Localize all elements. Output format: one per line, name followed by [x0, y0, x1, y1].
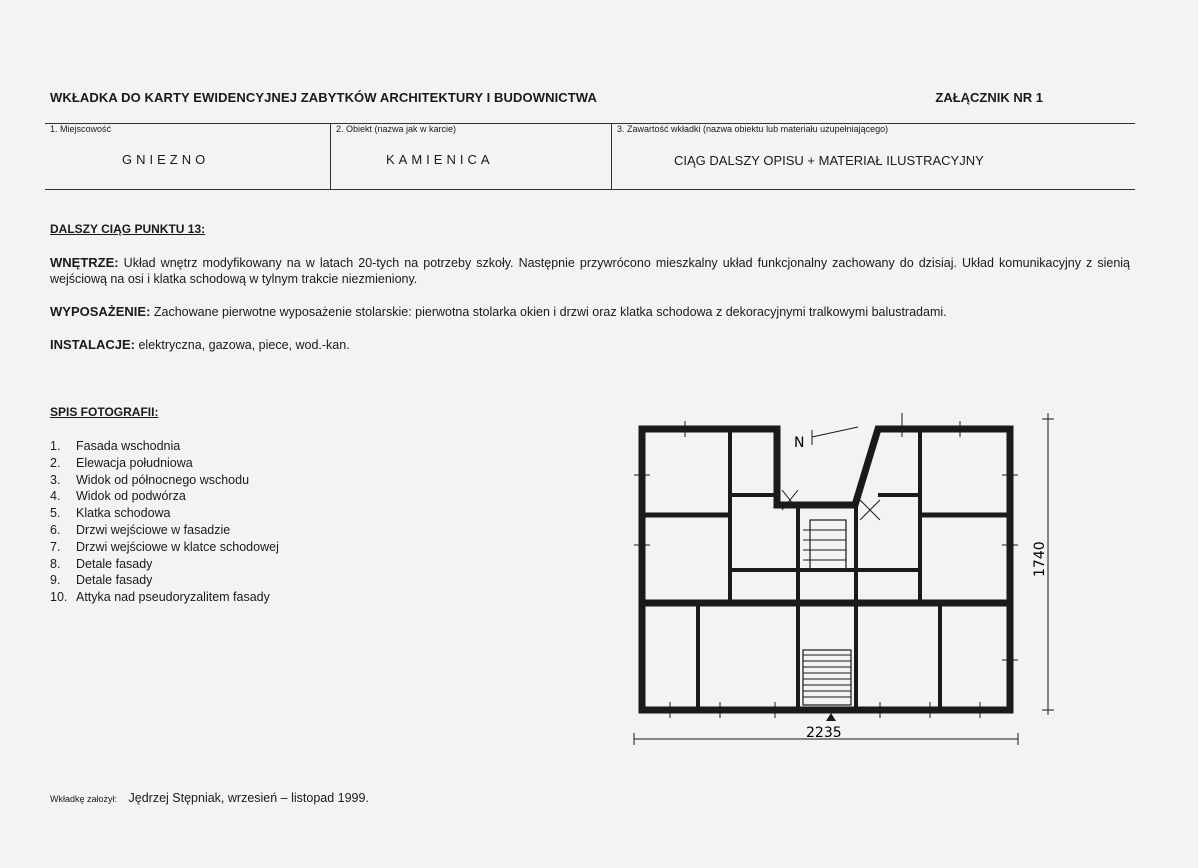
photo-number: 9.	[50, 573, 61, 588]
height-dimension-label: 1740	[1032, 541, 1048, 577]
table-top-rule	[45, 123, 1135, 124]
footer	[50, 791, 369, 805]
photo-title: Fasada wschodnia	[76, 439, 181, 453]
equipment-text: Zachowane pierwotne wyposażenie stolarskie: pierwotna stolarka okien i drzwi oraz klatka schodowa z dekoracyjnymi tralkowymi balustradami.	[153, 305, 947, 319]
installations-paragraph	[50, 337, 1130, 353]
north-arrow	[794, 427, 858, 451]
photo-list-item	[50, 472, 279, 489]
document-title: WKŁADKA DO KARTY EWIDENCYJNEJ ZABYTKÓW ARCHITEKTURY I BUDOWNICTWA	[50, 90, 597, 105]
photo-number: 2.	[50, 455, 61, 470]
field-value-locality: GNIEZNO	[122, 152, 210, 167]
photo-list-item	[50, 505, 279, 522]
floor-plan	[620, 405, 1070, 750]
table-bottom-rule	[45, 189, 1135, 190]
table-divider	[330, 123, 331, 189]
photo-title: Drzwi wejściowe w klatce schodowej	[76, 539, 279, 554]
photo-list-item	[50, 556, 279, 573]
photo-number: 7.	[50, 539, 61, 554]
photo-number: 5.	[50, 506, 61, 521]
photo-title: Detale fasady	[76, 573, 153, 588]
photo-list-item	[50, 488, 279, 505]
photo-number: 10.	[50, 590, 68, 605]
photo-list-item	[50, 455, 279, 472]
photo-number: 3.	[50, 472, 61, 487]
photo-list-item	[50, 438, 279, 455]
photo-number: 4.	[50, 489, 61, 504]
field-value-object: KAMIENICA	[386, 152, 494, 167]
photo-list	[50, 438, 279, 606]
photo-number: 8.	[50, 556, 61, 571]
photo-title: Attyka nad pseudoryzalitem fasady	[76, 590, 270, 605]
equipment-label: WYPOSAŻENIE:	[50, 304, 151, 319]
photo-title: Widok od podwórza	[76, 489, 186, 504]
installations-text: elektryczna, gazowa, piece, wod.-kan.	[138, 338, 350, 352]
photo-title: Drzwi wejściowe w fasadzie	[76, 522, 231, 537]
photo-list-item	[50, 539, 279, 556]
interior-label: WNĘTRZE:	[50, 255, 119, 270]
photo-title: Widok od północnego wschodu	[76, 472, 250, 487]
width-dimension-label: 2235	[806, 725, 842, 741]
photo-list-item	[50, 522, 279, 539]
field-value-contents: CIĄG DALSZY OPISU + MATERIAŁ ILUSTRACYJNY	[674, 153, 984, 168]
annex-number: ZAŁĄCZNIK NR 1	[935, 90, 1043, 105]
photo-title: Klatka schodowa	[76, 506, 171, 521]
photo-number: 1.	[50, 439, 61, 453]
photo-list-item	[50, 589, 279, 606]
photo-list-item	[50, 572, 279, 589]
photo-title: Detale fasady	[76, 556, 153, 571]
interior-paragraph	[50, 255, 1130, 287]
entrance-arrow	[826, 713, 836, 721]
interior-text: Układ wnętrz modyfikowany na w latach 20-tych na potrzeby szkoły. Następnie przywrócono mieszkalny układ funkcjonalny zachowany do dzisiaj. Układ komunikacyjny z sienią wejściową na osi i klatka schodową w tylnym trakcie niezmieniony.	[50, 256, 1130, 286]
photo-number: 6.	[50, 522, 61, 537]
photo-title: Elewacja południowa	[76, 455, 193, 470]
continuation-heading: DALSZY CIĄG PUNKTU 13:	[50, 222, 206, 236]
photos-heading: SPIS FOTOGRAFII:	[50, 405, 159, 419]
installations-label: INSTALACJE:	[50, 337, 135, 352]
field-label-object: 2. Obiekt (nazwa jak w karcie)	[336, 124, 457, 134]
footer-author: Jędrzej Stępniak, wrzesień – listopad 1999.	[128, 791, 369, 805]
equipment-paragraph	[50, 304, 1130, 320]
table-divider	[611, 123, 612, 189]
footer-label: Wkładkę założył:	[50, 794, 118, 804]
north-label: N	[794, 435, 805, 451]
field-label-contents: 3. Zawartość wkładki (nazwa obiektu lub materiału uzupełniającego)	[617, 124, 889, 134]
plan-stair-upper	[810, 520, 846, 570]
field-label-locality: 1. Miejscowość	[50, 124, 112, 134]
